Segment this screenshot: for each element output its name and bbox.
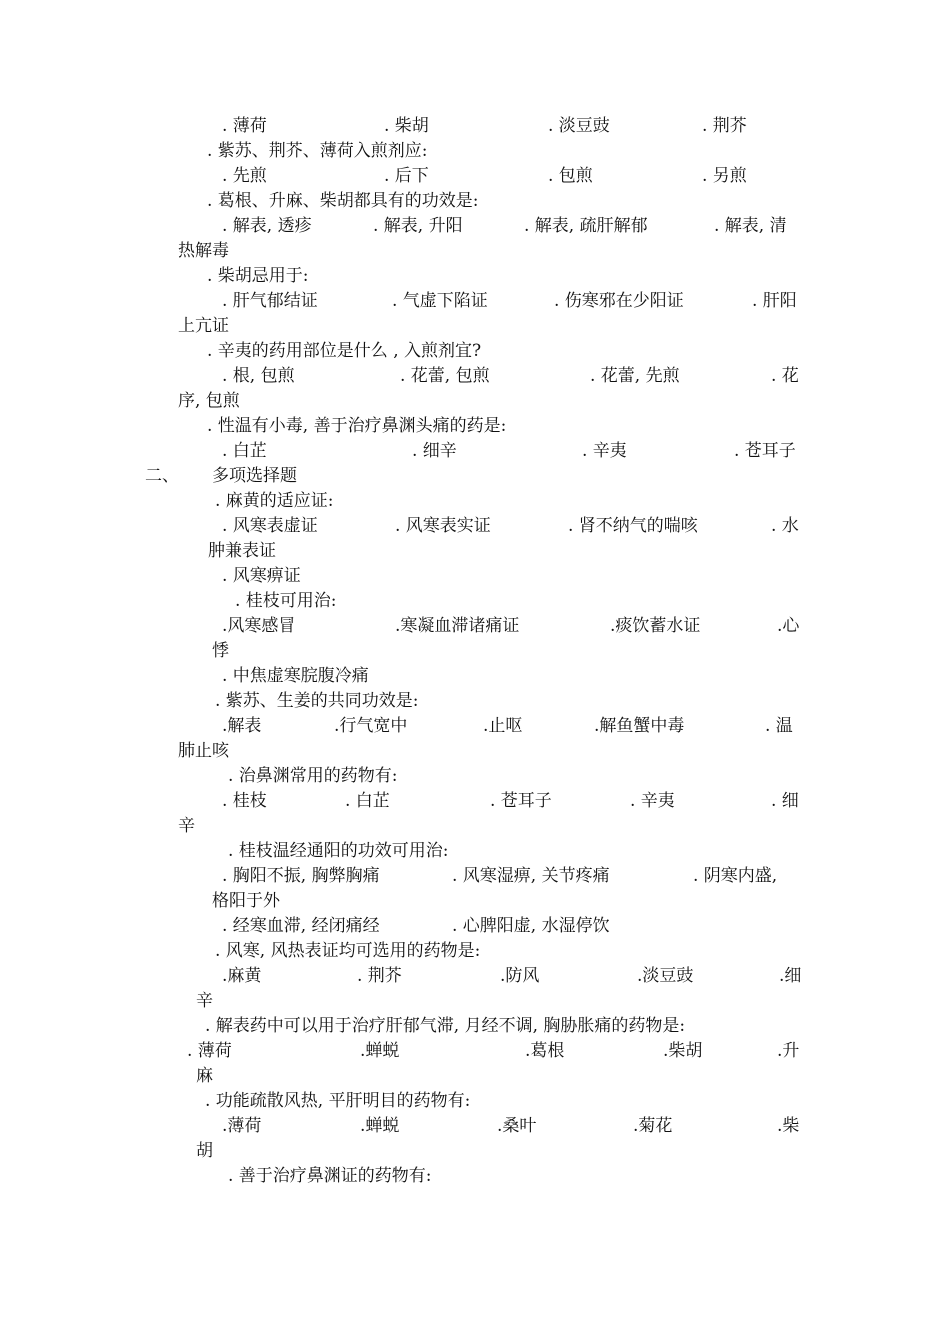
m8-option-b: .蝉蜕 <box>360 1116 400 1136</box>
m1-option-a: . 风寒表虚证 <box>222 516 318 536</box>
m2-option-e: . 中焦虚寒脘腹冷痛 <box>222 666 369 686</box>
m7-option-d: .柴胡 <box>663 1041 703 1061</box>
q3-option-b: . 解表, 升阳 <box>373 216 463 236</box>
q2-option-d: . 另煎 <box>702 166 747 186</box>
m4-option-e: . 细 <box>771 791 799 811</box>
section-heading <box>0 464 950 488</box>
m6-option-a: .麻黄 <box>222 966 262 986</box>
m2-option-a: .风寒感冒 <box>222 616 296 636</box>
m7-option-e: .升 <box>777 1041 800 1061</box>
q6-option-c: . 辛夷 <box>582 441 627 461</box>
m4-stem: . 治鼻渊常用的药物有: <box>228 766 398 786</box>
q5-continuation: 序, 包煎 <box>178 391 240 411</box>
q4-stem: . 柴胡忌用于: <box>207 266 309 286</box>
m7-continuation: 麻 <box>196 1066 213 1086</box>
m5-option-d: . 经寒血滞, 经闭痛经 <box>222 916 380 936</box>
m7-options <box>0 1039 950 1063</box>
m3-options <box>0 714 950 738</box>
m3-option-b: .行气宽中 <box>334 716 408 736</box>
q3-options <box>0 214 950 238</box>
q2-options <box>0 164 950 188</box>
q6-stem: . 性温有小毒, 善于治疗鼻渊头痛的药是: <box>207 416 507 436</box>
q4-option-d: . 肝阳 <box>752 291 797 311</box>
q2-option-a: . 先煎 <box>222 166 267 186</box>
m3-stem: . 紫苏、生姜的共同功效是: <box>215 691 419 711</box>
q6-option-b: . 细辛 <box>412 441 457 461</box>
q6-option-d: . 苍耳子 <box>734 441 796 461</box>
m2-option-c: .痰饮蓄水证 <box>610 616 701 636</box>
m6-continuation: 辛 <box>196 991 213 1011</box>
m6-option-e: .细 <box>779 966 802 986</box>
q5-stem: . 辛夷的药用部位是什么 , 入煎剂宜? <box>207 341 482 361</box>
m3-option-c: .止呕 <box>483 716 523 736</box>
q2-option-c: . 包煎 <box>548 166 593 186</box>
m3-option-d: .解鱼蟹中毒 <box>594 716 685 736</box>
q3-option-d: . 解表, 清 <box>714 216 787 236</box>
m5-option-e: . 心脾阳虚, 水湿停饮 <box>452 916 610 936</box>
m5-options <box>0 864 950 888</box>
q1-option-b: . 柴胡 <box>384 116 429 136</box>
m6-options <box>0 964 950 988</box>
m8-option-a: .薄荷 <box>222 1116 262 1136</box>
q4-option-a: . 肝气郁结证 <box>222 291 318 311</box>
m6-option-c: .防风 <box>500 966 540 986</box>
q5-option-a: . 根, 包煎 <box>222 366 295 386</box>
m2-option-b: .寒凝血滞诸痛证 <box>395 616 520 636</box>
m3-continuation: 肺止咳 <box>178 741 229 761</box>
q3-option-a: . 解表, 透疹 <box>222 216 312 236</box>
m1-option-d: . 水 <box>771 516 799 536</box>
m7-option-b: .蝉蜕 <box>360 1041 400 1061</box>
q1-option-a: . 薄荷 <box>222 116 267 136</box>
q1-options <box>0 114 950 138</box>
q4-continuation: 上亢证 <box>178 316 229 336</box>
m4-option-d: . 辛夷 <box>630 791 675 811</box>
m1-options <box>0 514 950 538</box>
m3-option-e: . 温 <box>765 716 793 736</box>
q5-option-b: . 花蕾, 包煎 <box>400 366 490 386</box>
section-number: 二、 <box>145 466 179 486</box>
m1-option-b: . 风寒表实证 <box>395 516 491 536</box>
m9-stem: . 善于治疗鼻渊证的药物有: <box>228 1166 432 1186</box>
m6-stem: . 风寒, 风热表证均可选用的药物是: <box>215 941 481 961</box>
m8-options <box>0 1114 950 1138</box>
m1-stem: . 麻黄的适应证: <box>215 491 334 511</box>
m7-option-a: . 薄荷 <box>187 1041 232 1061</box>
m2-option-d: .心 <box>777 616 800 636</box>
m8-option-e: .柴 <box>777 1116 800 1136</box>
m2-stem: . 桂枝可用治: <box>235 591 337 611</box>
m8-stem: . 功能疏散风热, 平肝明目的药物有: <box>205 1091 471 1111</box>
m7-stem: . 解表药中可以用于治疗肝郁气滞, 月经不调, 胸胁胀痛的药物是: <box>205 1016 686 1036</box>
q4-options <box>0 289 950 313</box>
q4-option-c: . 伤寒邪在少阳证 <box>554 291 684 311</box>
q5-option-c: . 花蕾, 先煎 <box>590 366 680 386</box>
m8-option-d: .菊花 <box>633 1116 673 1136</box>
m2-options <box>0 614 950 638</box>
m1-option-e: . 风寒痹证 <box>222 566 301 586</box>
m6-option-d: .淡豆豉 <box>637 966 694 986</box>
m5-stem: . 桂枝温经通阳的功效可用治: <box>228 841 449 861</box>
q1-option-c: . 淡豆豉 <box>548 116 610 136</box>
m2-continuation: 悸 <box>212 641 229 661</box>
m5-option-b: . 风寒湿痹, 关节疼痛 <box>452 866 610 886</box>
q5-option-d: . 花 <box>771 366 799 386</box>
m1-continuation: 肿兼表证 <box>208 541 276 561</box>
m5-option-a: . 胸阳不振, 胸弊胸痛 <box>222 866 380 886</box>
m4-option-a: . 桂枝 <box>222 791 267 811</box>
q3-stem: . 葛根、升麻、柴胡都具有的功效是: <box>207 191 479 211</box>
m1-option-c: . 肾不纳气的喘咳 <box>568 516 698 536</box>
q6-option-a: . 白芷 <box>222 441 267 461</box>
m7-option-c: .葛根 <box>525 1041 565 1061</box>
q2-stem: . 紫苏、荆芥、薄荷入煎剂应: <box>207 141 428 161</box>
q6-options <box>0 439 950 463</box>
q3-continuation: 热解毒 <box>178 241 229 261</box>
m5-continuation: 格阳于外 <box>212 891 280 911</box>
m8-continuation: 胡 <box>196 1141 213 1161</box>
m4-options <box>0 789 950 813</box>
m5-options-2 <box>0 914 950 938</box>
q2-option-b: . 后下 <box>384 166 429 186</box>
m8-option-c: .桑叶 <box>497 1116 537 1136</box>
m6-option-b: . 荆芥 <box>357 966 402 986</box>
q5-options <box>0 364 950 388</box>
m4-option-c: . 苍耳子 <box>490 791 552 811</box>
q3-option-c: . 解表, 疏肝解郁 <box>524 216 648 236</box>
m4-option-b: . 白芷 <box>345 791 390 811</box>
m3-option-a: .解表 <box>222 716 262 736</box>
section-title: 多项选择题 <box>212 466 297 486</box>
q4-option-b: . 气虚下陷证 <box>392 291 488 311</box>
m5-option-c: . 阴寒内盛, <box>693 866 778 886</box>
q1-option-d: . 荆芥 <box>702 116 747 136</box>
m4-continuation: 辛 <box>178 816 195 836</box>
